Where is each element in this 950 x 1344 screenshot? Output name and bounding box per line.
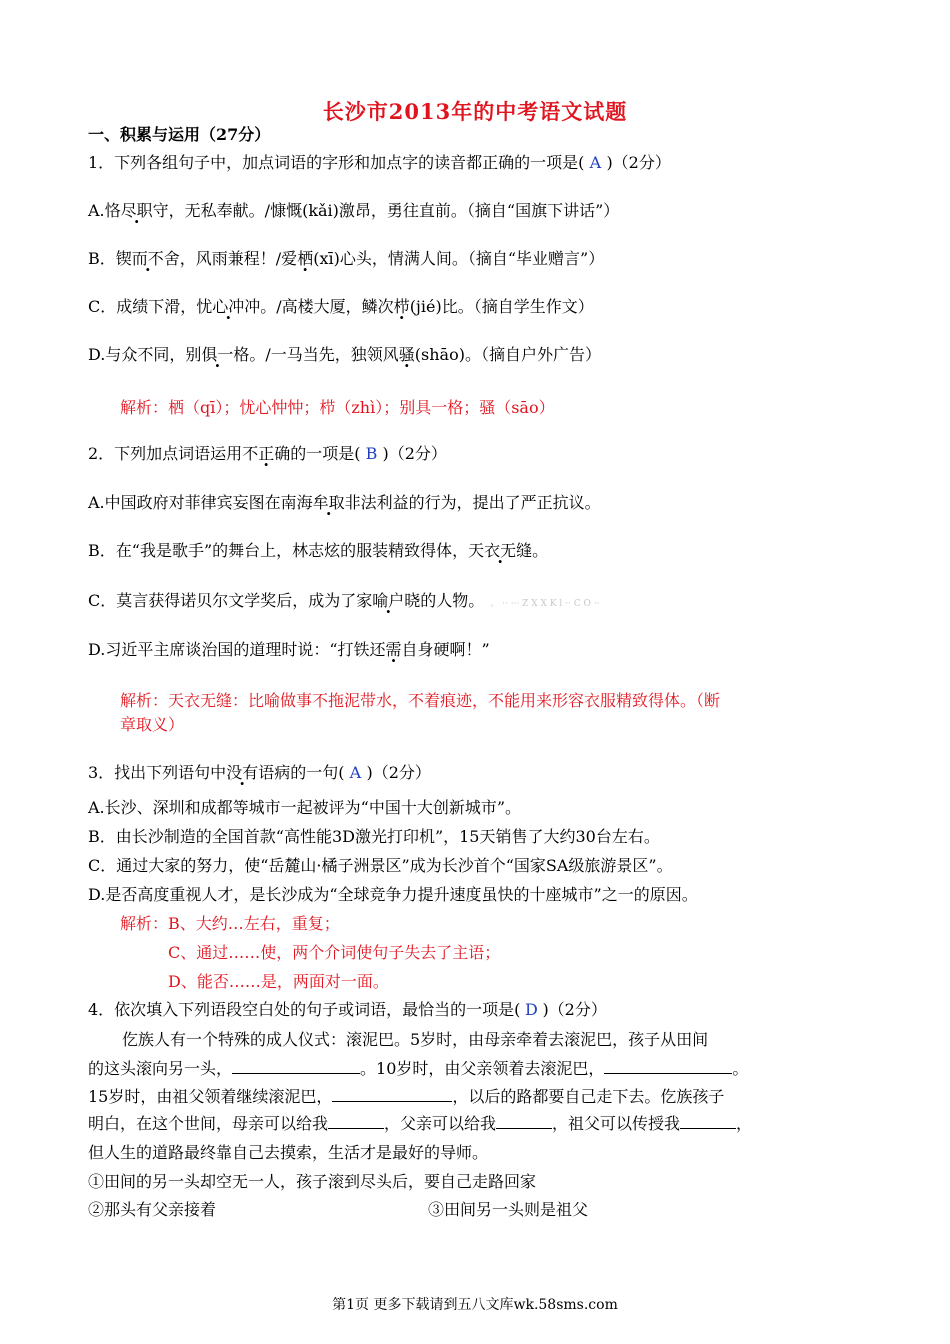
dotted-word: 锲而不舍 bbox=[115, 249, 180, 268]
section-heading: 一、积累与运用（27分） bbox=[88, 125, 271, 144]
page-footer: 第1页 更多下载请到五八文库wk.58sms.com bbox=[332, 1297, 618, 1313]
question-2-stem: 2．下列加点词语运用不正确的一项是( B )（2分） bbox=[88, 444, 447, 463]
answer-q1: A bbox=[589, 153, 602, 172]
question-4-choice-2: ②那头有父亲接着 bbox=[88, 1200, 217, 1219]
page-title: 长沙市2013年的中考语文试题 bbox=[322, 99, 628, 124]
question-2-option-c: C．莫言获得诺贝尔文学奖后，成为了家喻户晓的人物。 。 ·· ··· Z X X K l ·· C O ·· bbox=[88, 591, 600, 610]
dotted-word: 天衣无缝 bbox=[468, 541, 533, 560]
dotted-word: 恪尽职守 bbox=[104, 201, 169, 220]
dotted-word: 家喻户晓 bbox=[356, 591, 421, 610]
watermark-text: 。 ·· ··· Z X X K l ·· C O ·· bbox=[490, 599, 600, 609]
question-3-option-d: D.是否高度重视人才，是长沙成为“全球竞争力提升速度虽快的十座城市”之一的原因。 bbox=[88, 885, 698, 904]
question-2-option-b: B．在“我是歌手”的舞台上，林志炫的服装精致得体，天衣无缝。 bbox=[88, 541, 549, 560]
dotted-word: 牟取 bbox=[312, 493, 345, 512]
question-1-option-d: D.与众不同，别俱一格。/一马当先，独领风骚(shāo)。（摘自户外广告） bbox=[88, 345, 601, 364]
question-3-option-c: C．通过大家的努力，使“岳麓山·橘子洲景区”成为长沙首个“国家SA级旅游景区”。 bbox=[88, 856, 673, 875]
question-4-choice-1: ①田间的另一头却空无一人，孩子滚到尽头后，要自己走路回家 bbox=[88, 1172, 537, 1191]
answer-q2: B bbox=[365, 444, 378, 463]
question-3-option-a: A.长沙、深圳和成都等城市一起被评为“中国十大创新城市”。 bbox=[88, 798, 522, 817]
dotted-word: 栖 bbox=[297, 249, 314, 268]
question-3-analysis-line-3: D、能否……是，两面对一面。 bbox=[168, 972, 389, 991]
question-1-option-a: A.恪尽职守，无私奉献。/慷慨(kǎi)激昂，勇往直前。（摘自“国旗下讲话”） bbox=[88, 201, 620, 220]
question-3-analysis-line-1: 解析：B、大约…左右，重复； bbox=[120, 914, 340, 933]
question-3-analysis-line-2: C、通过……使，两个介词使句子失去了主语； bbox=[168, 943, 501, 962]
fill-blank bbox=[332, 1087, 452, 1102]
question-2-option-a: A.中国政府对菲律宾妄图在南海牟取非法利益的行为，提出了严正抗议。 bbox=[88, 493, 601, 512]
question-1-stem: 1．下列各组句子中，加点词语的字形和加点字的读音都正确的一项是( A )（2分） bbox=[88, 153, 671, 172]
answer-q3: A bbox=[349, 763, 362, 782]
question-2-option-d: D.习近平主席谈治国的道理时说：“打铁还需自身硬 ·啊！” bbox=[88, 639, 490, 661]
question-4-paragraph-line-3: 15岁时，由祖父领着继续滚泥巴， ，以后的路都要自己走下去。仡族孩子 bbox=[88, 1087, 725, 1106]
question-1-option-c: C．成绩下滑，忧心冲冲。/高楼大厦，鳞次栉(jié)比。（摘自学生作文） bbox=[88, 297, 594, 316]
question-4-paragraph-line-1: 仡族人有一个特殊的成人仪式：滚泥巴。5岁时，由母亲牵着去滚泥巴，孩子从田间 bbox=[122, 1030, 709, 1049]
dotted-word: 骚 bbox=[398, 345, 415, 364]
question-4-paragraph-line-4: 明白，在这个世间，母亲可以给我 ，父亲可以给我 ，祖父可以传授我 ， bbox=[88, 1114, 753, 1133]
dotted-word: 没有 bbox=[226, 763, 259, 782]
fill-blank bbox=[232, 1059, 360, 1074]
dotted-word: 不正确 bbox=[242, 444, 291, 463]
question-4-stem: 4．依次填入下列语段空白处的句子或词语，最恰当的一项是( D )（2分） bbox=[88, 1000, 607, 1019]
question-1-analysis: 解析：栖（qī）；忧心忡忡；栉（zhì）；别具一格；骚（sāo） bbox=[120, 398, 555, 417]
fill-blank bbox=[680, 1114, 736, 1129]
fill-blank bbox=[496, 1114, 552, 1129]
question-4-choice-3: ③田间另一头则是祖父 bbox=[428, 1200, 589, 1219]
question-4-paragraph-line-5: 但人生的道路最终靠自己去摸索，生活才是最好的导师。 bbox=[88, 1143, 489, 1162]
question-4-paragraph-line-2: 的这头滚向另一头， 。10岁时，由父亲领着去滚泥巴， 。 bbox=[88, 1059, 749, 1078]
dotted-word: 栉 bbox=[393, 297, 410, 316]
question-3-stem: 3．找出下列语句中没有语病的一句( A )（2分） bbox=[88, 763, 431, 782]
fill-blank bbox=[328, 1114, 384, 1129]
question-2-analysis-line-2: 章取义） bbox=[120, 715, 185, 734]
dotted-word: 别俱一格 bbox=[185, 345, 250, 364]
fill-blank bbox=[604, 1059, 732, 1074]
dotted-word: 忧心冲冲 bbox=[196, 297, 261, 316]
dotted-word: 打铁还需自身硬 · bbox=[338, 640, 450, 659]
question-3-option-b: B．由长沙制造的全国首款“高性能3D激光打印机”，15天销售了大约30台左右。 bbox=[88, 827, 660, 846]
question-1-option-b: B．锲而不舍，风雨兼程！/爱栖(xī)心头，情满人间。（摘自“毕业赠言”） bbox=[88, 249, 605, 268]
question-2-analysis-line-1: 解析：天衣无缝：比喻做事不拖泥带水，不着痕迹，不能用来形容衣服精致得体。（断 bbox=[120, 691, 721, 710]
answer-q4: D bbox=[525, 1000, 538, 1019]
